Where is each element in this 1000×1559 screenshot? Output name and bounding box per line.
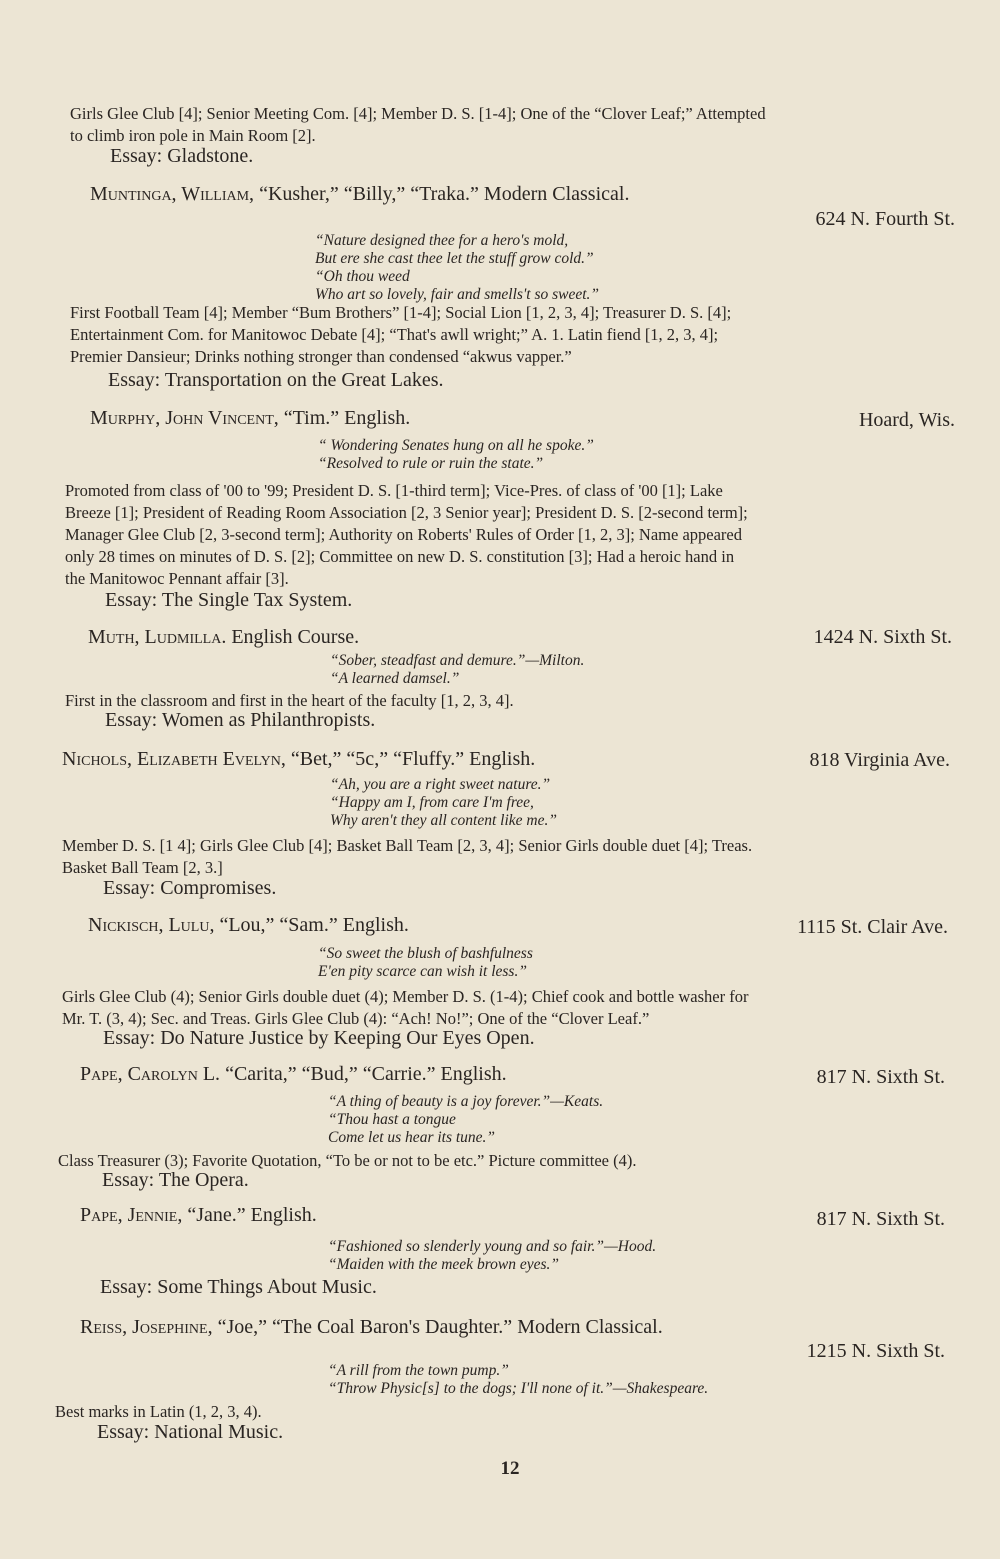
record-line: Breeze [1]; President of Reading Room Association [2, 3 Senior year]; President D. S. [2-second term]; xyxy=(65,503,748,522)
record-line: Best marks in Latin (1, 2, 3, 4). xyxy=(55,1402,262,1421)
entry-name: Pape, Carolyn L. xyxy=(80,1063,221,1085)
entry-name: Reiss, Josephine, xyxy=(80,1316,213,1338)
record-line: Manager Glee Club [2, 3-second term]; Authority on Roberts' Rules of Order [1, 2, 3]; Name appeared xyxy=(65,525,742,544)
entry-essay: Essay: The Opera. xyxy=(102,1169,249,1191)
record-line: Member D. S. [1 4]; Girls Glee Club [4]; Basket Ball Team [2, 3, 4]; Senior Girls double duet [4]; Treas. xyxy=(62,836,753,855)
entry-record xyxy=(62,986,982,1030)
record-line: Basket Ball Team [2, 3.] xyxy=(62,858,223,877)
quote-line: “Maiden with the meek brown eyes.” xyxy=(328,1256,560,1273)
entry-nicknames: English Course. xyxy=(231,626,360,648)
record-line: Promoted from class of '00 to '99; President D. S. [1-third term]; Vice-Pres. of class of '00 [1]; Lake xyxy=(65,481,723,500)
entry-quote xyxy=(318,437,594,473)
entry-quote xyxy=(318,945,533,981)
quote-line: “A learned damsel.” xyxy=(330,670,460,687)
intro-line-2: to climb iron pole in Main Room [2]. xyxy=(70,126,316,145)
record-line: First in the classroom and first in the heart of the faculty [1, 2, 3, 4]. xyxy=(65,691,514,710)
quote-line: “A thing of beauty is a joy forever.”—Keats. xyxy=(328,1093,604,1110)
entry-header-muntinga xyxy=(90,182,629,206)
page-number: 12 xyxy=(500,1458,520,1479)
record-line: Girls Glee Club (4); Senior Girls double duet (4); Member D. S. (1-4); Chief cook and bottle washer for xyxy=(62,987,749,1006)
entry-quote xyxy=(328,1362,708,1398)
entry-header-murphy xyxy=(90,406,410,430)
entry-record xyxy=(65,480,980,590)
record-line: Premier Dansieur; Drinks nothing stronger than condensed “akwus vapper.” xyxy=(70,347,572,366)
quote-line: Who art so lovely, fair and smells't so sweet.” xyxy=(315,286,600,303)
intro-essay: Essay: Gladstone. xyxy=(110,145,254,167)
entry-quote xyxy=(328,1093,603,1147)
entry-address: 1424 N. Sixth St. xyxy=(813,626,952,648)
quote-line: But ere she cast thee let the stuff grow cold.” xyxy=(315,250,594,267)
quote-line: “ Wondering Senates hung on all he spoke.” xyxy=(318,437,594,454)
entry-name: Nichols, Elizabeth Evelyn, xyxy=(62,748,286,770)
quote-line: “Throw Physic[s] to the dogs; I'll none of it.”—Shakespeare. xyxy=(328,1380,709,1397)
record-line: the Manitowoc Pennant affair [3]. xyxy=(65,569,289,588)
entry-essay: Essay: Women as Philanthropists. xyxy=(105,709,376,731)
intro-record xyxy=(70,103,980,147)
intro-line-1: Girls Glee Club [4]; Senior Meeting Com. [4]; Member D. S. [1-4]; One of the “Clover Leaf;” Attempted xyxy=(70,104,766,123)
entry-header-nichols xyxy=(62,747,535,771)
entry-address: 818 Virginia Ave. xyxy=(809,749,950,771)
quote-line: “Ah, you are a right sweet nature.” xyxy=(330,776,551,793)
entry-nicknames: “Jane.” English. xyxy=(187,1204,317,1226)
entry-header-pape-carolyn xyxy=(80,1062,507,1086)
entry-essay: Essay: Transportation on the Great Lakes. xyxy=(108,369,444,391)
quote-line: “Sober, steadfast and demure.”—Milton. xyxy=(330,652,585,669)
quote-line: “Happy am I, from care I'm free, xyxy=(330,794,534,811)
entry-quote xyxy=(315,232,599,304)
entry-nicknames: “Joe,” “The Coal Baron's Daughter.” Modern Classical. xyxy=(217,1316,663,1338)
entry-nicknames: “Carita,” “Bud,” “Carrie.” English. xyxy=(225,1063,507,1085)
entry-header-muth xyxy=(88,625,359,649)
quote-line: “So sweet the blush of bashfulness xyxy=(318,945,533,962)
entry-address: 817 N. Sixth St. xyxy=(816,1208,945,1230)
entry-name: Murphy, John Vincent, xyxy=(90,407,279,429)
quote-line: “Resolved to rule or ruin the state.” xyxy=(318,455,544,472)
record-line: only 28 times on minutes of D. S. [2]; Committee on new D. S. constitution [3]; Had a heroic hand in xyxy=(65,547,735,566)
entry-record xyxy=(70,302,980,368)
entry-name: Muth, Ludmilla. xyxy=(88,626,227,648)
quote-line: “Thou hast a tongue xyxy=(328,1111,456,1128)
record-line: Class Treasurer (3); Favorite Quotation, “To be or not to be etc.” Picture committee (4). xyxy=(58,1151,637,1170)
entry-address: 1215 N. Sixth St. xyxy=(806,1340,945,1362)
entry-nicknames: “Kusher,” “Billy,” “Traka.” Modern Classical. xyxy=(259,183,630,205)
entry-name: Pape, Jennie, xyxy=(80,1204,183,1226)
entry-nicknames: “Bet,” “5c,” “Fluffy.” English. xyxy=(290,748,536,770)
entry-address: 1115 St. Clair Ave. xyxy=(797,916,948,938)
entry-nicknames: “Tim.” English. xyxy=(283,407,411,429)
entry-essay: Essay: Do Nature Justice by Keeping Our Eyes Open. xyxy=(103,1027,535,1049)
entry-address: 624 N. Fourth St. xyxy=(815,208,955,230)
quote-line: “Fashioned so slenderly young and so fair.”—Hood. xyxy=(328,1238,657,1255)
quote-line: Come let us hear its tune.” xyxy=(328,1129,496,1146)
entry-nicknames: “Lou,” “Sam.” English. xyxy=(219,914,409,936)
entry-header-nickisch xyxy=(88,913,409,937)
entry-address: 817 N. Sixth St. xyxy=(816,1066,945,1088)
entry-name: Muntinga, William, xyxy=(90,183,255,205)
entry-quote xyxy=(328,1238,656,1274)
entry-header-reiss xyxy=(80,1315,663,1339)
entry-essay: Essay: National Music. xyxy=(97,1421,284,1443)
entry-essay: Essay: The Single Tax System. xyxy=(105,589,353,611)
entry-header-pape-jennie xyxy=(80,1203,317,1227)
entry-quote xyxy=(330,652,584,688)
entry-essay: Essay: Some Things About Music. xyxy=(100,1276,377,1298)
entry-address: Hoard, Wis. xyxy=(858,409,955,431)
quote-line: “A rill from the town pump.” xyxy=(328,1362,509,1379)
quote-line: “Nature designed thee for a hero's mold, xyxy=(315,232,569,249)
entry-record xyxy=(62,835,982,879)
entry-quote xyxy=(330,776,557,830)
record-line: First Football Team [4]; Member “Bum Brothers” [1-4]; Social Lion [1, 2, 3, 4]; Treasurer D. S. [4]; xyxy=(70,303,732,322)
quote-line: Why aren't they all content like me.” xyxy=(330,812,557,829)
quote-line: E'en pity scarce can wish it less.” xyxy=(318,963,527,980)
quote-line: “Oh thou weed xyxy=(315,268,410,285)
record-line: Entertainment Com. for Manitowoc Debate [4]; “That's awll wright;” A. 1. Latin fiend [1, 2, 3, 4]; xyxy=(70,325,719,344)
entry-name: Nickisch, Lulu, xyxy=(88,914,215,936)
entry-essay: Essay: Compromises. xyxy=(103,877,277,899)
record-line: Mr. T. (3, 4); Sec. and Treas. Girls Glee Club (4): “Ach! No!”; One of the “Clover Leaf.” xyxy=(62,1009,650,1028)
